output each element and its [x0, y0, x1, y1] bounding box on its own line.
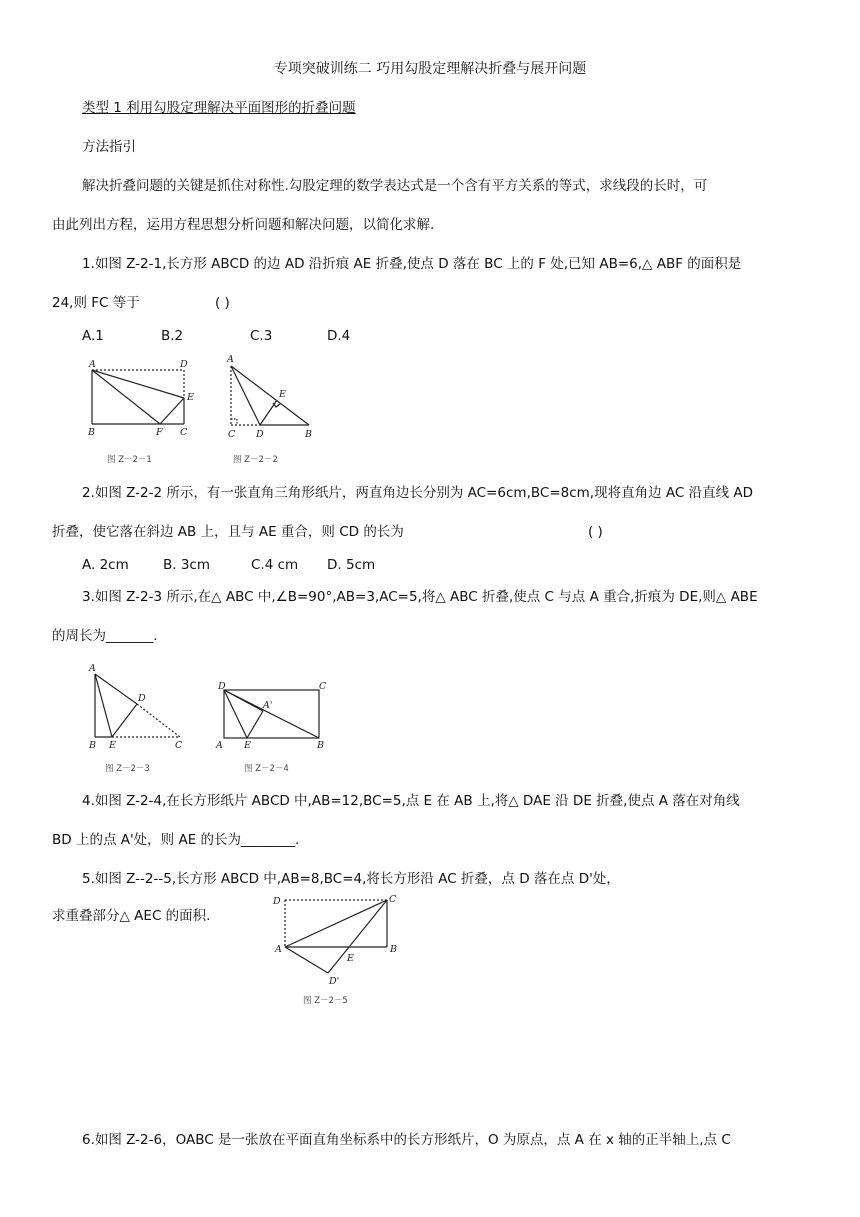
figure-z-2-5 [270, 890, 410, 1010]
q1-option-d: D.4 [327, 328, 351, 344]
label-c: C [389, 894, 397, 905]
q3-text-line2: 的周长为_______. [52, 628, 158, 644]
label-b: B [317, 740, 324, 751]
figure-z-2-2 [224, 352, 334, 467]
q1-text-line1: 1.如图 Z-2-1,长方形 ABCD 的边 AD 沿折痕 AE 折叠,使点 D 落在 BC 上的 F 处,已知 AB=6,△ ABF 的面积是 [82, 256, 742, 272]
method-text-line2: 由此列出方程，运用方程思想分析问题和解决问题，以简化求解. [52, 217, 435, 233]
label-b: B [89, 740, 96, 751]
label-a: A [216, 740, 223, 751]
label-e: E [347, 953, 354, 964]
label-c: C [228, 429, 236, 440]
label-a: A [275, 944, 282, 955]
figure-caption: 图 Z－2－3 [105, 764, 150, 774]
label-b: B [88, 427, 95, 438]
q2-option-d: D. 5cm [327, 557, 376, 573]
method-text-line1: 解决折叠问题的关键是抓住对称性.勾股定理的数学表达式是一个含有平方关系的等式，求线段的长时，可 [82, 178, 708, 194]
label-d-prime: D' [329, 976, 340, 987]
label-a: A [89, 359, 96, 370]
figure-caption: 图 Z－2－5 [303, 996, 348, 1006]
figure-z-2-1 [85, 355, 205, 467]
q1-answer-paren: ( ) [215, 295, 230, 311]
q5-text-line1: 5.如图 Z--2--5,长方形 ABCD 中,AB=8,BC=4,将长方形沿 AC 折叠，点 D 落在点 D'处， [82, 871, 620, 887]
label-e: E [187, 392, 194, 403]
label-d: D [180, 359, 188, 370]
section-heading: 类型 1 利用勾股定理解决平面图形的折叠问题 [82, 100, 356, 116]
method-heading: 方法指引 [82, 139, 136, 155]
label-f: F [156, 427, 163, 438]
figure-caption: 图 Z－2－1 [107, 455, 152, 465]
q2-text-line2: 折叠，使它落在斜边 AB 上，且与 AE 重合，则 CD 的长为 [52, 524, 404, 540]
label-d: D [256, 429, 264, 440]
q4-text-line1: 4.如图 Z-2-4,在长方形纸片 ABCD 中,AB=12,BC=5,点 E 在 AB 上,将△ DAE 沿 DE 折叠,使点 A 落在对角线 [82, 793, 740, 809]
q1-text-line2: 24,则 FC 等于 [52, 295, 140, 311]
label-d: D [273, 896, 281, 907]
label-b: B [390, 944, 397, 955]
label-a-prime: A' [263, 700, 273, 711]
q6-text-line1: 6.如图 Z-2-6，OABC 是一张放在平面直角坐标系中的长方形纸片，O 为原点，点 A 在 x 轴的正半轴上,点 C [82, 1132, 731, 1148]
label-d: D [138, 693, 146, 704]
figure-z-2-3 [85, 660, 195, 775]
q1-option-b: B.2 [161, 328, 184, 344]
q5-text-line2: 求重叠部分△ AEC 的面积. [52, 908, 211, 924]
q2-option-c: C.4 cm [251, 557, 299, 573]
q2-option-b: B. 3cm [163, 557, 211, 573]
label-a: A [227, 354, 234, 365]
q1-option-c: C.3 [250, 328, 273, 344]
label-d: D [218, 681, 226, 692]
q2-answer-paren: ( ) [588, 524, 603, 540]
q2-option-a: A. 2cm [82, 557, 129, 573]
label-c: C [180, 427, 188, 438]
label-a: A [89, 663, 96, 674]
figure-caption: 图 Z－2－2 [233, 455, 278, 465]
label-c: C [319, 681, 327, 692]
page-title: 专项突破训练二 巧用勾股定理解决折叠与展开问题 [273, 61, 587, 77]
figure-caption: 图 Z－2－4 [244, 764, 289, 774]
q1-option-a: A.1 [82, 328, 104, 344]
label-c: C [175, 740, 183, 751]
figure-z-2-4 [210, 680, 335, 775]
label-e: E [279, 389, 286, 400]
q3-text-line1: 3.如图 Z-2-3 所示,在△ ABC 中,∠B=90°,AB=3,AC=5,将△ ABC 折叠,使点 C 与点 A 重合,折痕为 DE,则△ ABE [82, 589, 758, 605]
label-e: E [244, 740, 251, 751]
q2-text-line1: 2.如图 Z-2-2 所示，有一张直角三角形纸片，两直角边长分别为 AC=6cm,BC=8cm,现将直角边 AC 沿直线 AD [82, 485, 754, 501]
label-e: E [109, 740, 116, 751]
q4-text-line2: BD 上的点 A'处，则 AE 的长为________. [52, 832, 300, 848]
label-b: B [305, 429, 312, 440]
